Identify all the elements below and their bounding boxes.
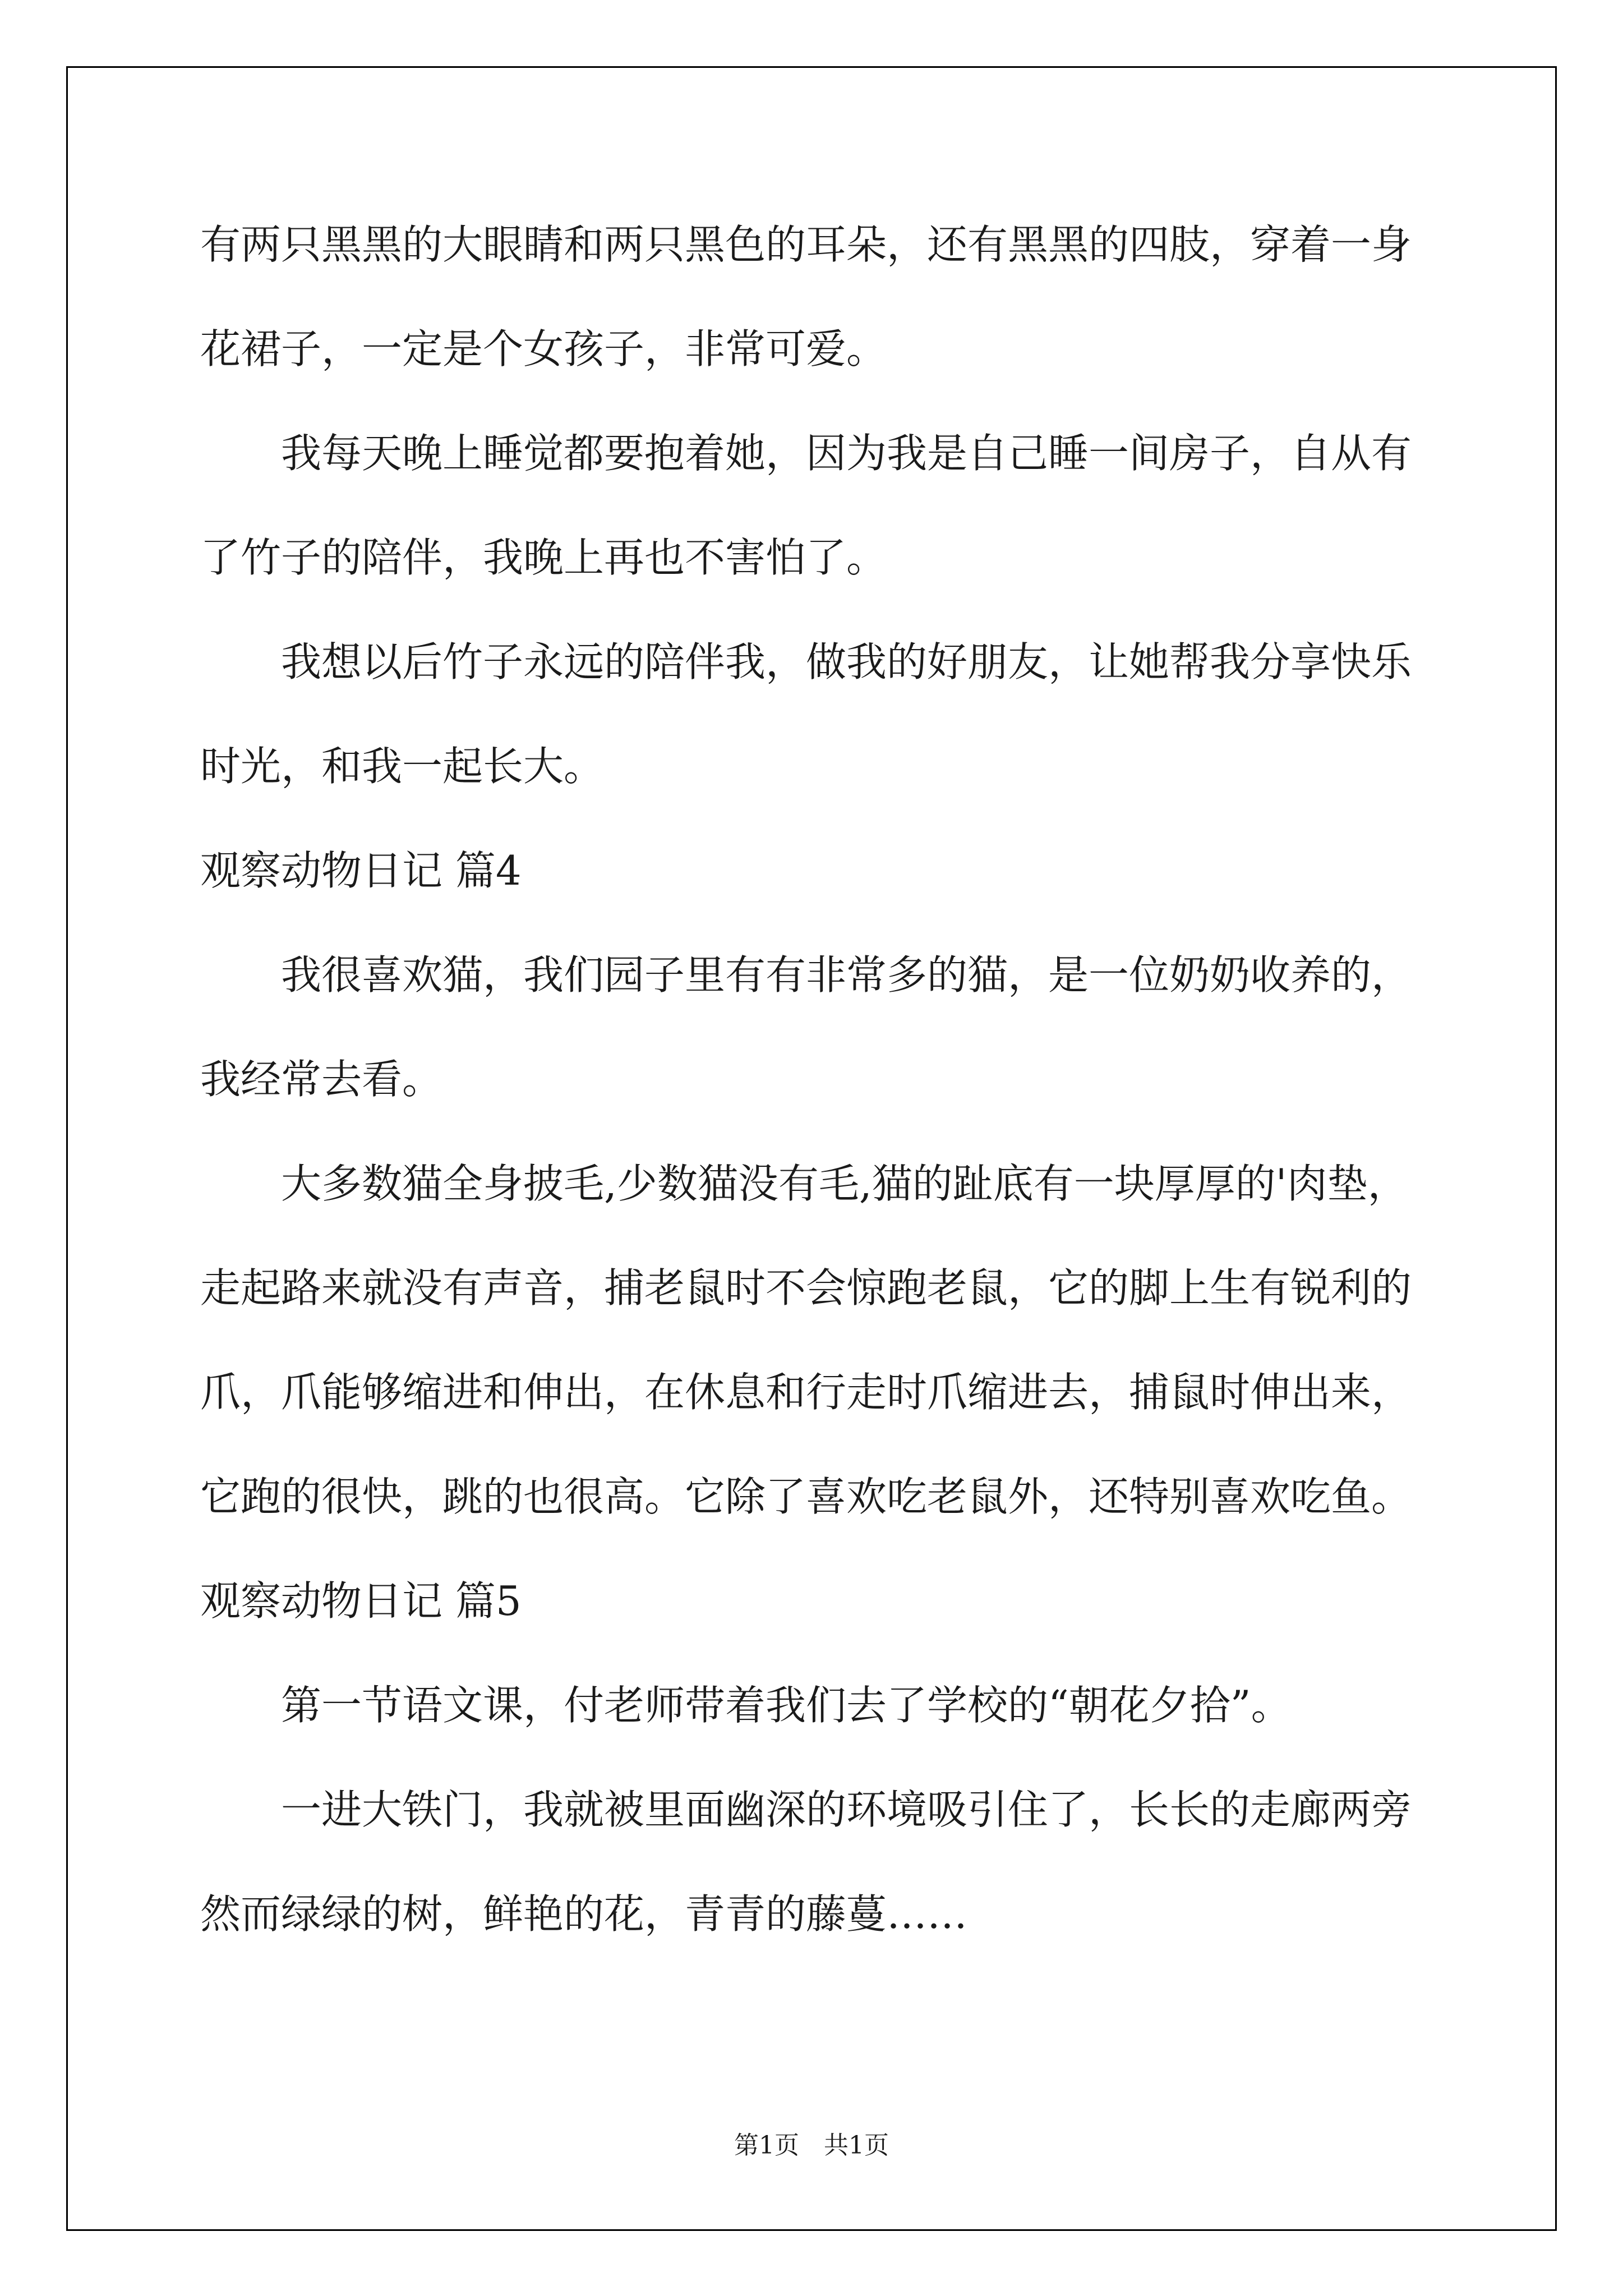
text-line: 我很喜欢猫，我们园子里有有非常多的猫，是一位奶奶收养的， bbox=[281, 951, 1412, 999]
text-line: 大多数猫全身披毛,少数猫没有毛,猫的趾底有一块厚厚的'肉垫， bbox=[281, 1160, 1408, 1207]
text-line: 我经常去看。 bbox=[200, 1056, 443, 1103]
text-line: 一进大铁门，我就被里面幽深的环境吸引住了，长长的走廊两旁 bbox=[281, 1786, 1412, 1833]
section-heading: 观察动物日记 篇4 bbox=[200, 847, 522, 894]
text-line: 时光，和我一起长大。 bbox=[200, 743, 605, 790]
text-line: 然而绿绿的树，鲜艳的花，青青的藤蔓…… bbox=[200, 1890, 968, 1938]
text-line: 花裙子，一定是个女孩子，非常可爱。 bbox=[200, 325, 887, 372]
text-line: 我每天晚上睡觉都要抱着她，因为我是自己睡一间房子，自从有 bbox=[281, 430, 1412, 477]
text-line: 了竹子的陪伴，我晚上再也不害怕了。 bbox=[200, 534, 887, 581]
text-line: 走起路来就没有声音，捕老鼠时不会惊跑老鼠，它的脚上生有锐利的 bbox=[200, 1264, 1412, 1312]
text-line: 爪，爪能够缩进和伸出，在休息和行走时爪缩进去，捕鼠时伸出来， bbox=[200, 1369, 1412, 1416]
text-line: 有两只黑黑的大眼睛和两只黑色的耳朵，还有黑黑的四肢，穿着一身 bbox=[200, 221, 1412, 268]
text-line: 它跑的很快，跳的也很高。它除了喜欢吃老鼠外，还特别喜欢吃鱼。 bbox=[200, 1473, 1412, 1520]
text-line: 我想以后竹子永远的陪伴我，做我的好朋友，让她帮我分享快乐 bbox=[281, 638, 1412, 685]
page-footer: 第1页 共1页 bbox=[734, 2131, 889, 2160]
section-heading: 观察动物日记 篇5 bbox=[200, 1577, 522, 1625]
text-line: 第一节语文课，付老师带着我们去了学校的“朝花夕拾”。 bbox=[281, 1682, 1292, 1729]
